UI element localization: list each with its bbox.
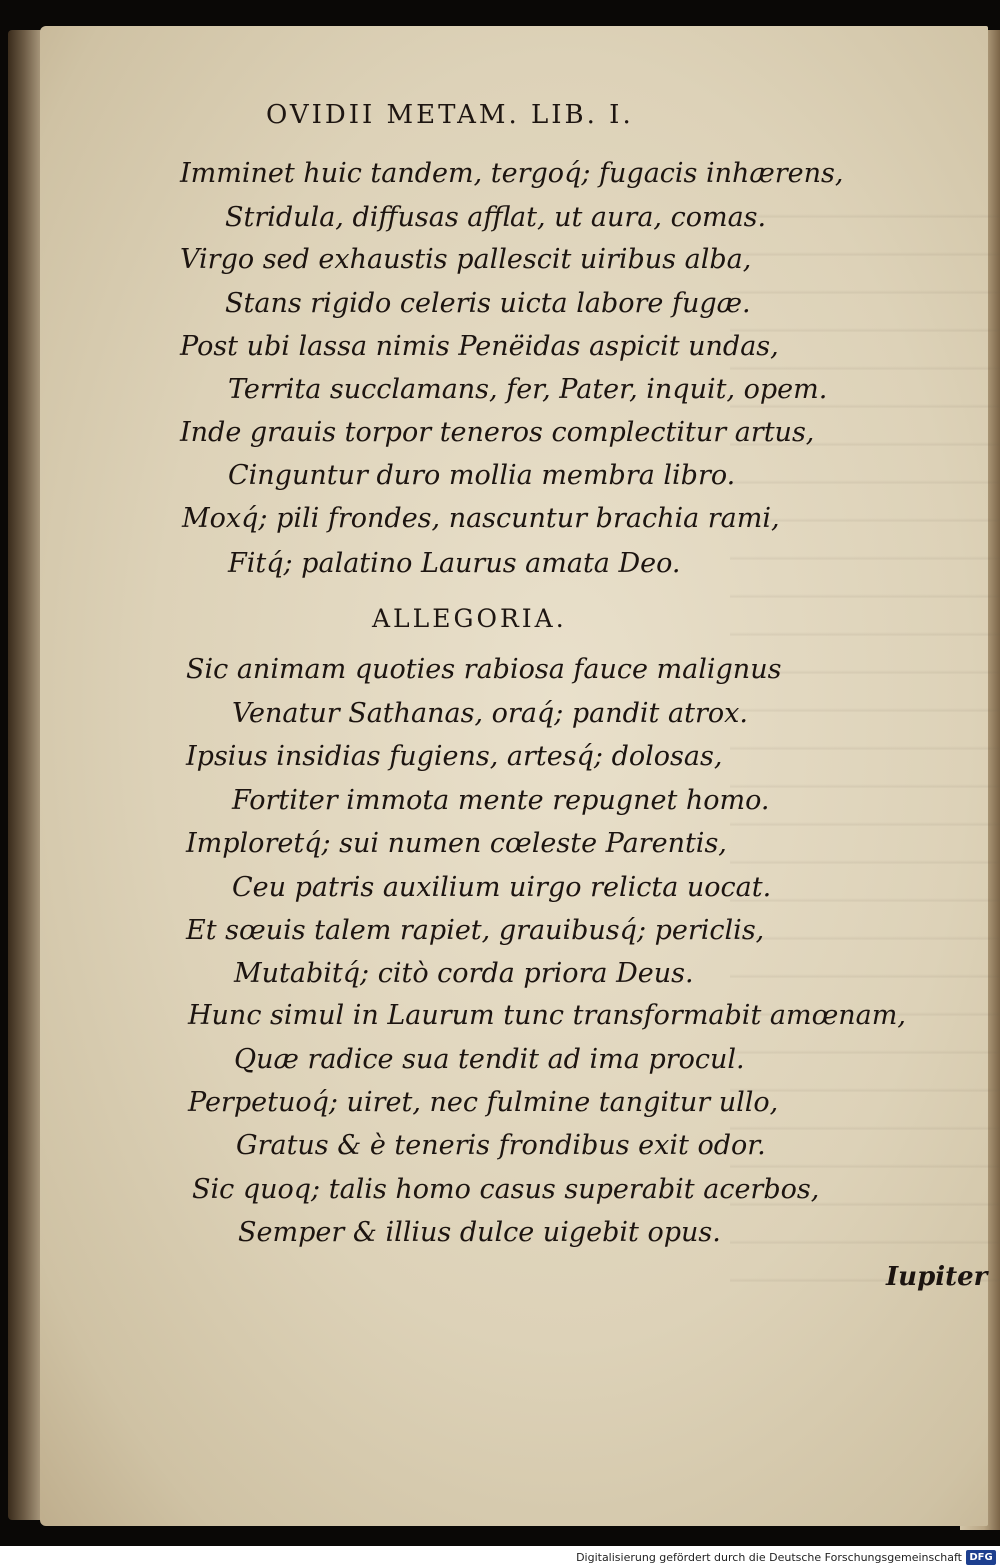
verse-line: Cinguntur duro mollia membra libro. (228, 460, 736, 491)
page-surface (40, 26, 988, 1526)
verse-line: Virgo sed exhaustis pallescit uiribus alba, (180, 244, 752, 275)
allegoria-line: Gratus & è teneris frondibus exit odor. (236, 1130, 766, 1161)
verse-line: Stridula, diffusas afflat, ut aura, comas. (225, 202, 767, 233)
digitization-footer (0, 1546, 1000, 1568)
footer-credit: Digitalisierung gefördert durch die Deutsche Forschungsgemeinschaft (576, 1551, 962, 1564)
section-title: ALLEGORIA. (372, 604, 567, 633)
verse-line: Territa succlamans, fer, Pater, inquit, opem. (228, 374, 828, 405)
verse-line: Stans rigido celeris uicta labore fugæ. (225, 288, 751, 319)
allegoria-line: Hunc simul in Laurum tunc transformabit amœnam, (188, 1000, 906, 1031)
allegoria-line: Mutabitq́; citò corda priora Deus. (234, 958, 694, 989)
verse-line: Inde grauis torpor teneros complectitur artus, (180, 417, 815, 448)
allegoria-line: Ceu patris auxilium uirgo relicta uocat. (232, 872, 772, 903)
verse-line: Fitq́; palatino Laurus amata Deo. (228, 548, 681, 579)
catchword: Iupiter (886, 1262, 988, 1292)
allegoria-line: Fortiter immota mente repugnet homo. (232, 785, 770, 816)
allegoria-line: Sic animam quoties rabiosa fauce malignus (186, 654, 782, 685)
running-head: OVIDII METAM. LIB. I. (266, 100, 634, 130)
ink-show-through (730, 196, 1000, 1316)
allegoria-line: Perpetuoq́; uiret, nec fulmine tangitur ullo, (188, 1087, 779, 1118)
verse-line: Imminet huic tandem, tergoq́; fugacis inhærens, (180, 158, 844, 189)
verse-line: Post ubi lassa nimis Penëidas aspicit undas, (180, 331, 779, 362)
allegoria-line: Quæ radice sua tendit ad ima procul. (234, 1044, 745, 1075)
allegoria-line: Semper & illius dulce uigebit opus. (238, 1217, 721, 1248)
allegoria-line: Ipsius insidias fugiens, artesq́; dolosas, (186, 741, 723, 772)
allegoria-line: Venatur Sathanas, oraq́; pandit atrox. (232, 698, 748, 729)
verse-line: Moxq́; pili frondes, nascuntur brachia rami, (182, 503, 780, 534)
allegoria-line: Sic quoq; talis homo casus superabit acerbos, (192, 1174, 820, 1205)
allegoria-line: Et sœuis talem rapiet, grauibusq́; periclis, (186, 915, 765, 946)
allegoria-line: Imploretq́; sui numen cœleste Parentis, (186, 828, 727, 859)
dfg-logo: DFG (966, 1550, 996, 1565)
